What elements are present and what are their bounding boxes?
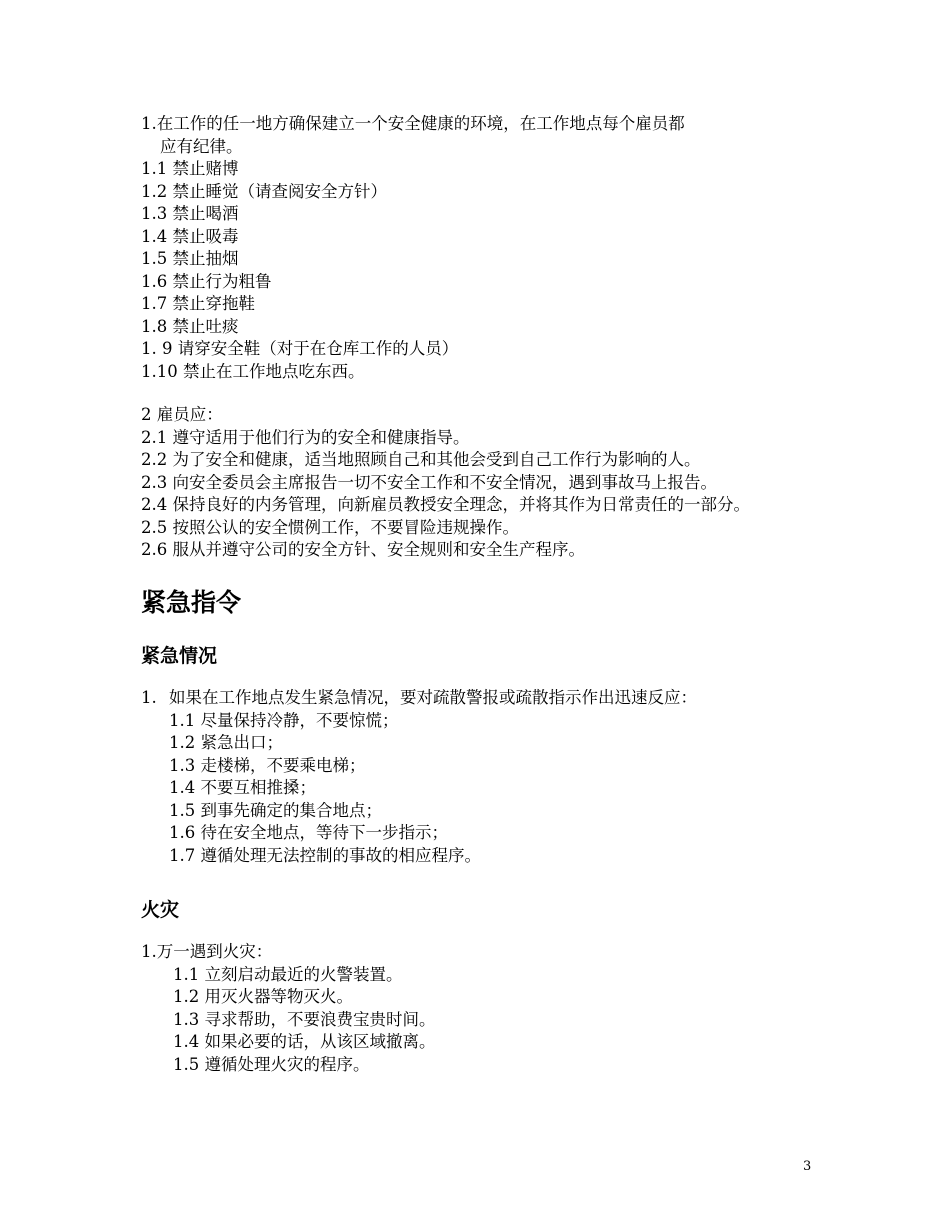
list-item: 1.5 禁止抽烟 [141, 249, 239, 268]
discipline-section [141, 113, 841, 383]
list-item: 1.8 禁止吐痰 [141, 316, 239, 336]
list-item: 1.1 立刻启动最近的火警装置。 [173, 964, 403, 984]
list-item: 1.3 走楼梯，不要乘电梯； [169, 755, 366, 775]
list-item: 1.2 紧急出口； [169, 733, 283, 752]
list-item: 1.10 禁止在工作地点吃东西。 [141, 361, 365, 381]
list-item: 2.1 遵守适用于他们行为的安全和健康指导。 [141, 427, 470, 447]
fire-section [141, 941, 841, 1076]
fire-heading: 火灾 [141, 899, 180, 921]
list-item: 1.7 遵循处理无法控制的事故的相应程序。 [169, 845, 481, 865]
list-item: 1. 9 请穿安全鞋（对于在仓库工作的人员） [141, 339, 459, 358]
emergency-instructions-heading: 紧急指令 [141, 588, 242, 617]
employee-duties-intro: 2 雇员应： [141, 405, 223, 424]
list-item: 2.5 按照公认的安全惯例工作，不要冒险违规操作。 [141, 517, 519, 537]
list-item: 1.2 禁止睡觉（请查阅安全方针） [141, 181, 387, 201]
list-item: 2.6 服从并遵守公司的安全方针、安全规则和安全生产程序。 [141, 540, 585, 559]
list-item: 1.6 禁止行为粗鲁 [141, 271, 272, 291]
employee-duties-section [141, 404, 841, 562]
list-item: 1.4 禁止吸毒 [141, 226, 239, 246]
list-item: 2.3 向安全委员会主席报告一切不安全工作和不安全情况，遇到事故马上报告。 [141, 472, 717, 492]
list-item: 1.1 尽量保持冷静，不要惊慌； [169, 710, 399, 730]
emergency-situation-heading: 紧急情况 [141, 645, 218, 667]
list-item: 1.3 寻求帮助，不要浪费宝贵时间。 [173, 1009, 436, 1029]
discipline-intro-continued: 应有纪律。 [160, 136, 243, 156]
list-item: 1.3 禁止喝酒 [141, 204, 239, 223]
list-item: 1.2 用灭火器等物灭火。 [173, 987, 353, 1006]
emergency-intro-number: 1. [141, 688, 157, 707]
list-item: 1.6 待在安全地点，等待下一步指示； [169, 823, 448, 842]
discipline-intro: 1.在工作的任一地方确保建立一个安全健康的环境，在工作地点每个雇员都 [141, 114, 685, 133]
emergency-intro-text: 如果在工作地点发生紧急情况，要对疏散警报或疏散指示作出迅速反应： [169, 688, 697, 707]
list-item: 1.5 遵循处理火灾的程序。 [173, 1054, 370, 1074]
list-item: 1.7 禁止穿拖鞋 [141, 294, 255, 313]
page-number: 3 [803, 1159, 812, 1174]
list-item: 1.4 不要互相推搡； [169, 778, 316, 797]
list-item: 2.2 为了安全和健康，适当地照顾自己和其他会受到自己工作行为影响的人。 [141, 450, 701, 469]
fire-intro: 1.万一遇到火灾： [141, 942, 273, 961]
emergency-intro [141, 687, 841, 710]
list-item: 1.4 如果必要的话，从该区域撤离。 [173, 1032, 436, 1051]
list-item: 2.4 保持良好的内务管理，向新雇员教授安全理念，并将其作为日常责任的一部分。 [141, 495, 750, 514]
emergency-section [141, 687, 841, 867]
list-item: 1.5 到事先确定的集合地点； [169, 800, 382, 820]
list-item: 1.1 禁止赌博 [141, 159, 239, 178]
